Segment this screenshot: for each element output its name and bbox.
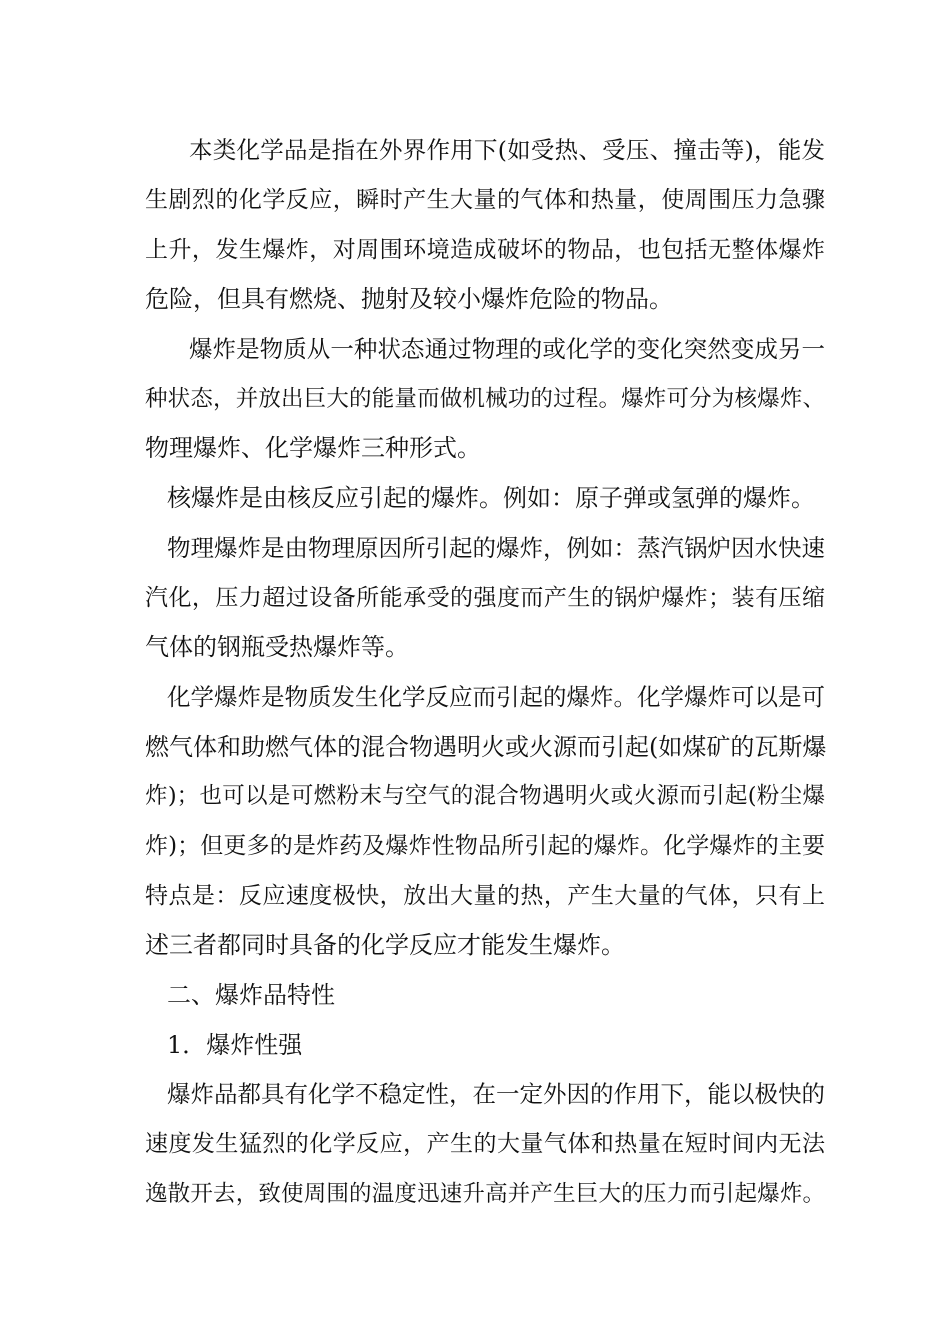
text-line: 爆炸是物质从一种状态通过物理的或化学的变化突然变成另一 — [189, 335, 825, 363]
text-line: 速度发生猛烈的化学反应，产生的大量气体和热量在短时间内无法 — [145, 1131, 825, 1157]
text-line: 逸散开去，致使周围的温度迅速升高并产生巨大的压力而引起爆炸。 — [145, 1181, 825, 1207]
text-line: 生剧烈的化学反应，瞬时产生大量的气体和热量，使周围压力急骤 — [145, 187, 825, 213]
text-line: 述三者都同时具备的化学反应才能发生爆炸。 — [145, 931, 625, 959]
subsection-heading: 1．爆炸性强 — [167, 1031, 303, 1059]
text-line: 燃气体和助燃气体的混合物遇明火或火源而引起(如煤矿的瓦斯爆 — [145, 733, 827, 761]
section-heading: 二、爆炸品特性 — [167, 981, 335, 1009]
text-line: 上升，发生爆炸，对周围环境造成破坏的物品，也包括无整体爆炸 — [145, 237, 825, 263]
text-line: 核爆炸是由核反应引起的爆炸。例如：原子弹或氢弹的爆炸。 — [167, 484, 815, 512]
text-line: 种状态，并放出巨大的能量而做机械功的过程。爆炸可分为核爆炸、 — [145, 386, 825, 412]
text-line: 物理爆炸是由物理原因所引起的爆炸，例如：蒸汽锅炉因水快速 — [167, 534, 825, 562]
text-line: 危险，但具有燃烧、抛射及较小爆炸危险的物品。 — [145, 285, 673, 313]
text-line: 化学爆炸是物质发生化学反应而引起的爆炸。化学爆炸可以是可 — [167, 683, 825, 711]
text-line: 气体的钢瓶受热爆炸等。 — [145, 633, 409, 661]
text-line: 炸)；但更多的是炸药及爆炸性物品所引起的爆炸。化学爆炸的主要 — [145, 833, 825, 859]
text-line: 爆炸品都具有化学不稳定性，在一定外因的作用下，能以极快的 — [167, 1080, 825, 1108]
text-line: 特点是：反应速度极快，放出大量的热，产生大量的气体，只有上 — [145, 883, 825, 909]
text-line: 汽化，压力超过设备所能承受的强度而产生的锅炉爆炸；装有压缩 — [145, 585, 825, 611]
text-line: 炸)；也可以是可燃粉末与空气的混合物遇明火或火源而引起(粉尘爆 — [145, 783, 825, 809]
text-line: 物理爆炸、化学爆炸三种形式。 — [145, 434, 481, 462]
text-line: 本类化学品是指在外界作用下(如受热、受压、撞击等)，能发 — [189, 136, 825, 164]
